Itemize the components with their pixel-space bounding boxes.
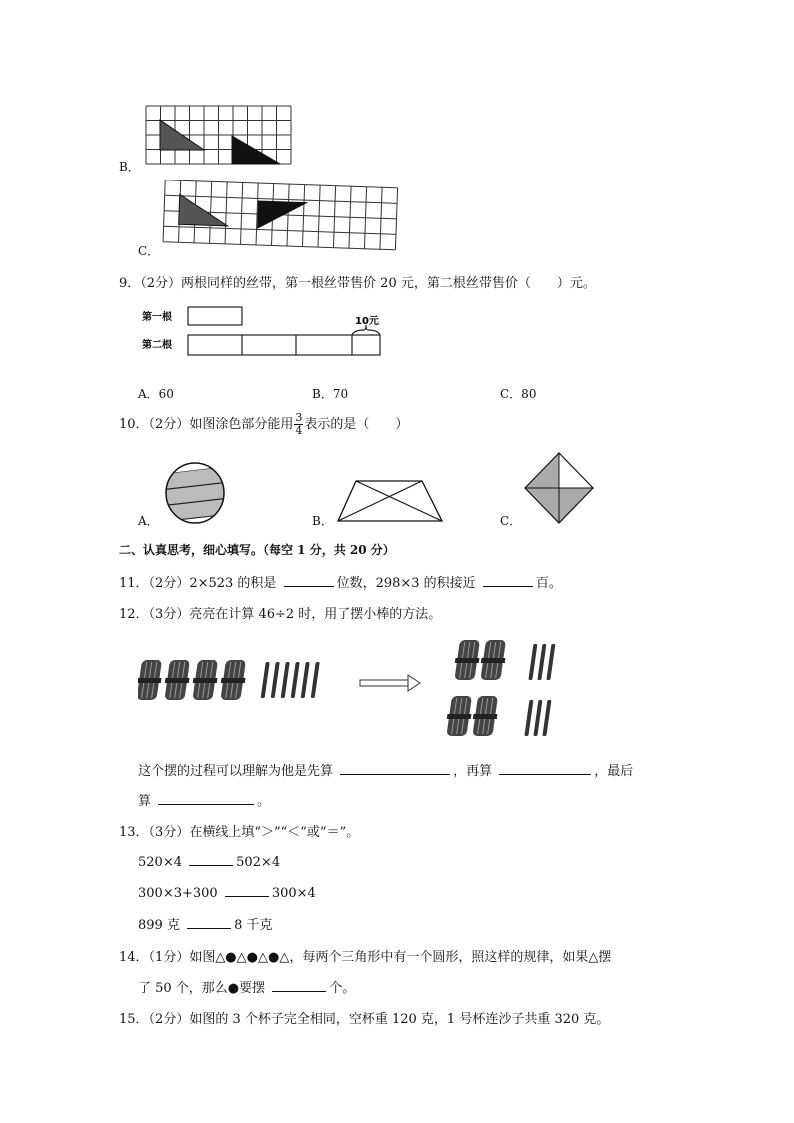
shaded-triangle-left <box>179 194 229 226</box>
diamond-figure <box>523 451 595 525</box>
question-12-fill-line1: 这个摆的过程可以理解为他是先算 ，再算 ，最后 <box>138 760 633 779</box>
grid-figure-b <box>144 104 296 166</box>
question-15-stem: 15．（2分）如图的 3 个杯子完全相同，空杯重 120 克，1 号杯连沙子共重 320 克。 <box>119 1012 610 1027</box>
question-10-stem: 10．（2分）如图涂色部分能用 $\frac{3}{4}$ 表示的是（ ） <box>119 411 409 437</box>
grid-figure-c <box>162 180 412 254</box>
answer-blank[interactable] <box>483 573 533 587</box>
q9-option-b: B．70 <box>312 387 349 401</box>
question-9-stem: 9．（2分）两根同样的丝带，第一根丝带售价 20 元，第二根丝带售价（ ）元。 <box>119 276 596 291</box>
compare-row-3: 899 克 8 千克 <box>138 914 272 933</box>
compare-row-2: 300×3+300 300×4 <box>138 883 316 901</box>
section-2-title: 二、认真思考，细心填写。（每空 1 分，共 20 分） <box>119 543 395 557</box>
q10-option-a: A． <box>138 514 159 528</box>
fraction-three-quarters: $\frac{3}{4}$ <box>295 411 303 437</box>
option-c-label: C． <box>138 244 160 258</box>
question-12-fill-line2: 算 。 <box>138 790 270 809</box>
answer-blank[interactable] <box>340 761 450 775</box>
question-12-stem: 12．（3分）亮亮在计算 46÷2 时，用了摆小棒的方法。 <box>119 607 442 622</box>
q10-option-b: B． <box>312 514 333 528</box>
circle-figure <box>160 460 230 528</box>
question-13-stem: 13．（3分）在横线上填“＞”“＜”或“＝”。 <box>119 825 360 840</box>
answer-blank[interactable] <box>158 791 254 805</box>
q9-option-c: C．80 <box>500 387 537 401</box>
question-14-line1: 14．（1分）如图△●△●△●△，每两个三角形中有一个圆形，照这样的规律，如果△摆 <box>119 950 612 965</box>
answer-blank[interactable] <box>225 883 269 897</box>
ribbon-second <box>188 335 380 355</box>
sticks-diagram <box>138 634 578 744</box>
answer-blank[interactable] <box>272 978 326 992</box>
answer-blank[interactable] <box>284 573 334 587</box>
answer-blank[interactable] <box>187 915 231 929</box>
trapezoid-figure <box>334 478 446 524</box>
answer-blank[interactable] <box>189 852 233 866</box>
ribbon-first <box>188 307 242 325</box>
option-b-label: B． <box>119 160 140 174</box>
arrow-icon <box>360 675 420 691</box>
question-14-line2: 了 50 个，那么●要摆 个。 <box>138 977 355 996</box>
q10-option-c: C． <box>500 514 522 528</box>
q9-option-a: A．60 <box>138 387 174 401</box>
label-second-ribbon: 第二根 <box>142 340 172 351</box>
answer-blank[interactable] <box>499 761 591 775</box>
question-11: 11．（2分）2×523 的积是 位数，298×3 的积接近 百。 <box>119 572 562 591</box>
price-tag: 10元 <box>355 316 379 327</box>
ribbon-diagram <box>138 302 388 368</box>
compare-row-1: 520×4 502×4 <box>138 852 280 870</box>
label-first-ribbon: 第一根 <box>142 312 172 323</box>
